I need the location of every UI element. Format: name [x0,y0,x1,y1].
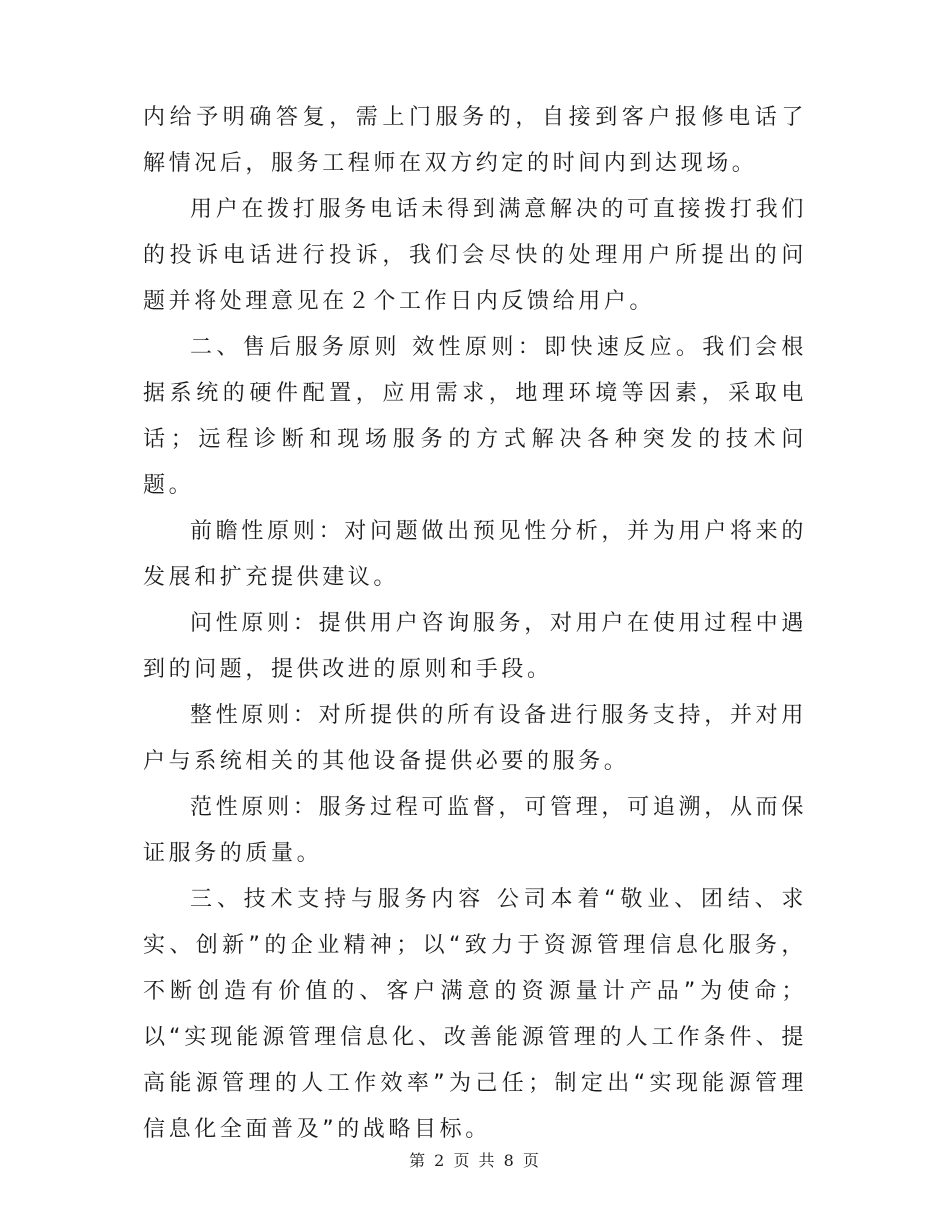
paragraph-2: 用户在拨打服务电话未得到满意解决的可直接拨打我们的投诉电话进行投诉，我们会尽快的处理用户所提出的问题并将处理意见在２个工作日内反馈给用户。 [143,197,807,314]
document-body [143,95,807,1153]
paragraph-6: 整性原则：对所提供的所有设备进行服务支持，并对用户与系统相关的其他设备提供必要的服务。 [143,703,807,774]
paragraph-3: 二、售后服务原则 效性原则：即快速反应。我们会根据系统的硬件配置，应用需求，地理环境等因素，采取电话；远程诊断和现场服务的方式解决各种突发的技术问题。 [143,335,807,498]
paragraph-7: 范性原则：服务过程可监督，可管理，可追溯，从而保证服务的质量。 [143,795,807,866]
paragraph-1: 内给予明确答复，需上门服务的，自接到客户报修电话了解情况后，服务工程师在双方约定的时间内到达现场。 [143,105,807,176]
paragraph-4: 前瞻性原则：对问题做出预见性分析，并为用户将来的发展和扩充提供建议。 [143,519,807,590]
page-number-footer: 第 2 页 共 8 页 [409,1151,541,1170]
paragraph-5: 问性原则：提供用户咨询服务，对用户在使用过程中遇到的问题，提供改进的原则和手段。 [143,611,807,682]
paragraph-8: 三、技术支持与服务内容 公司本着“敬业、团结、求实、创新”的企业精神；以“致力于资源管理信息化服务，不断创造有价值的、客户满意的资源量计产品”为使命；以“实现能源管理信息化、改善能源管理的人工作条件、提高能源管理的人工作效率”为己任；制定出“实现能源管理信息化全面普及”的战略目标。 [143,887,807,1142]
